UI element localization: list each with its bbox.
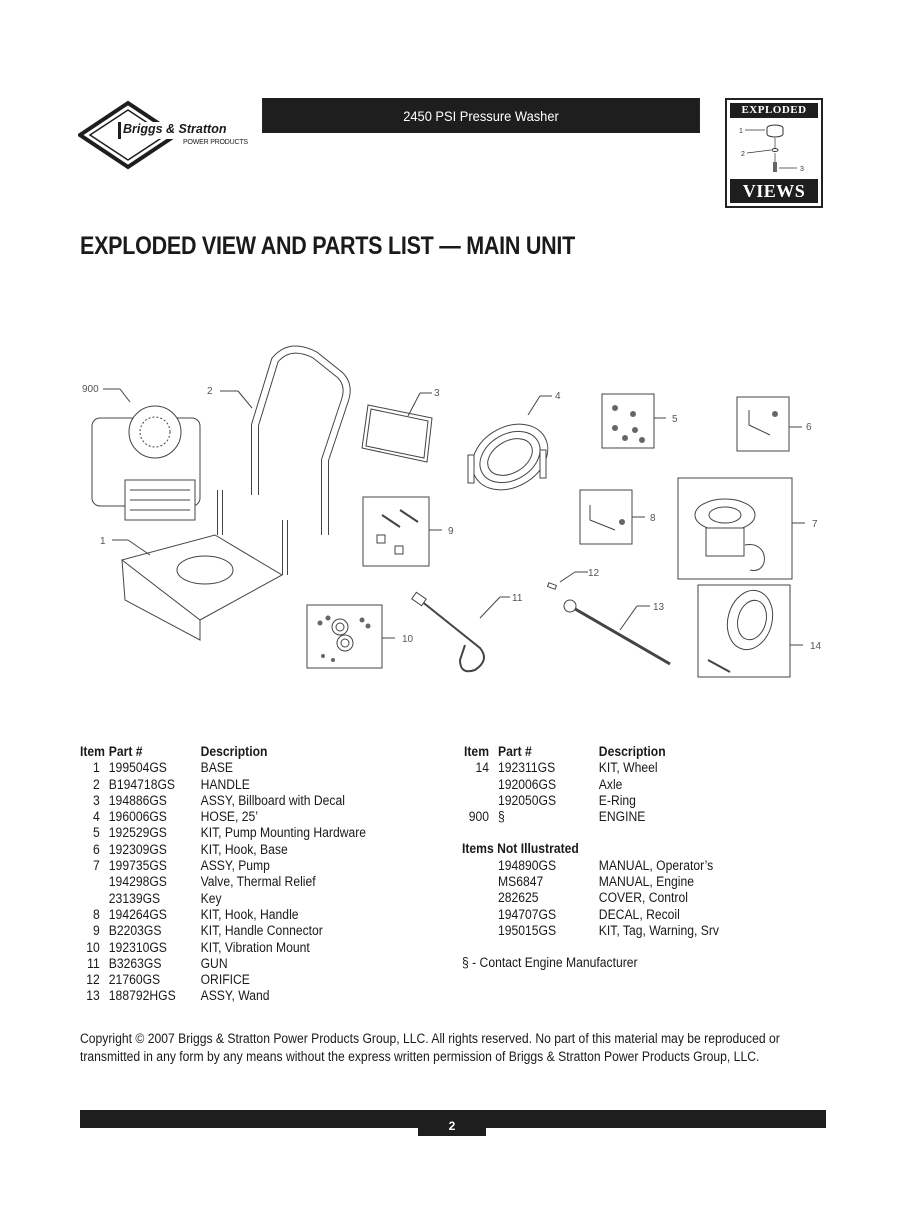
parts-row: 7 199735GS ASSY, Pump [93,858,270,874]
parts-row: 3 194886GS ASSY, Billboard with Decal [93,792,345,808]
svg-text:8: 8 [650,513,656,524]
exploded-view-diagram [70,330,840,710]
svg-text:900: 900 [82,384,99,395]
svg-text:6: 6 [806,422,812,433]
parts-row: MS6847 MANUAL, Engine [498,874,695,890]
description-header: Description [598,744,666,759]
parts-row: 12 21760GS ORIFICE [86,972,250,988]
parts-list-right [462,744,719,972]
copyright-notice: Copyright © 2007 Briggs & Stratton Power Products Group, LLC. All rights reserved. No part of this material may be reproduced or transmitted in any form by any means without the express written permission of Briggs & Stratton Power Products Group, LLC. [80,1031,780,1064]
svg-text:3: 3 [800,166,804,173]
footnote: § - Contact Engine Manufacturer [462,955,638,971]
svg-text:9: 9 [448,526,454,537]
parts-row: 6 192309GS KIT, Hook, Base [93,841,288,857]
svg-text:5: 5 [672,414,678,425]
parts-list-header [462,744,719,760]
svg-text:14: 14 [810,641,822,652]
parts-list-header [80,744,366,760]
briggs-stratton-logo [78,100,248,170]
parts-row: 4 196006GS HOSE, 25’ [93,809,259,825]
item-header: Item [464,744,489,759]
brand-subtitle: POWER PRODUCTS [183,139,248,146]
svg-text:7: 7 [812,519,818,530]
svg-text:13: 13 [653,602,665,613]
product-title: 2450 PSI Pressure Washer [403,107,559,124]
parts-row: 195015GS KIT, Tag, Warning, Srv [498,922,720,938]
exploded-views-badge [725,98,823,208]
product-title-bar [262,98,700,133]
engine-icon [92,406,200,520]
parts-row: 8 194264GS KIT, Hook, Handle [93,906,299,922]
parts-row: 11 B3263GS GUN [87,955,228,971]
parts-row: 10 192310GS KIT, Vibration Mount [86,939,310,955]
parts-row: 23139GS Key [108,890,222,906]
parts-row: 192006GS Axle [498,776,623,792]
item-header: Item [80,744,105,759]
part-header: Part # [108,744,143,759]
brand-name: Briggs & Stratton [123,122,227,136]
parts-row: 14 192311GS KIT, Wheel [475,760,658,776]
page-number [418,1115,486,1136]
parts-list-left [80,744,366,1005]
svg-text:12: 12 [588,568,600,579]
parts-row: 194890GS MANUAL, Operator’s [498,857,714,873]
description-header: Description [200,744,268,759]
svg-text:11: 11 [512,593,523,604]
parts-row: 192050GS E-Ring [498,792,636,808]
svg-text:3: 3 [434,388,440,399]
parts-row: 2 B194718GS HANDLE [93,776,250,792]
page-number-label: 2 [448,1118,456,1133]
parts-row: 13 188792HGS ASSY, Wand [86,988,270,1004]
not-illustrated-heading: Items Not Illustrated [462,841,579,857]
svg-text:4: 4 [555,391,561,402]
badge-top-label: EXPLODED [730,103,818,118]
part-header: Part # [498,744,532,759]
parts-row: 194707GS DECAL, Recoil [498,906,680,922]
badge-bottom-label: VIEWS [730,179,818,203]
svg-text:1: 1 [100,536,106,547]
svg-text:2: 2 [207,386,213,397]
parts-row: 194298GS Valve, Thermal Relief [108,874,316,890]
parts-row: 9 B2203GS KIT, Handle Connector [93,923,323,939]
exploded-part-icon [733,120,813,178]
parts-row: 1 199504GS BASE [93,760,234,776]
parts-row: 282625 COVER, Control [498,890,688,906]
svg-text:10: 10 [402,634,414,645]
page-title: EXPLODED VIEW AND PARTS LIST — MAIN UNIT [80,232,575,260]
svg-text:1: 1 [739,128,743,135]
parts-row: 5 192529GS KIT, Pump Mounting Hardware [93,825,367,841]
parts-row: 900 § ENGINE [468,809,646,825]
svg-text:2: 2 [741,151,745,158]
